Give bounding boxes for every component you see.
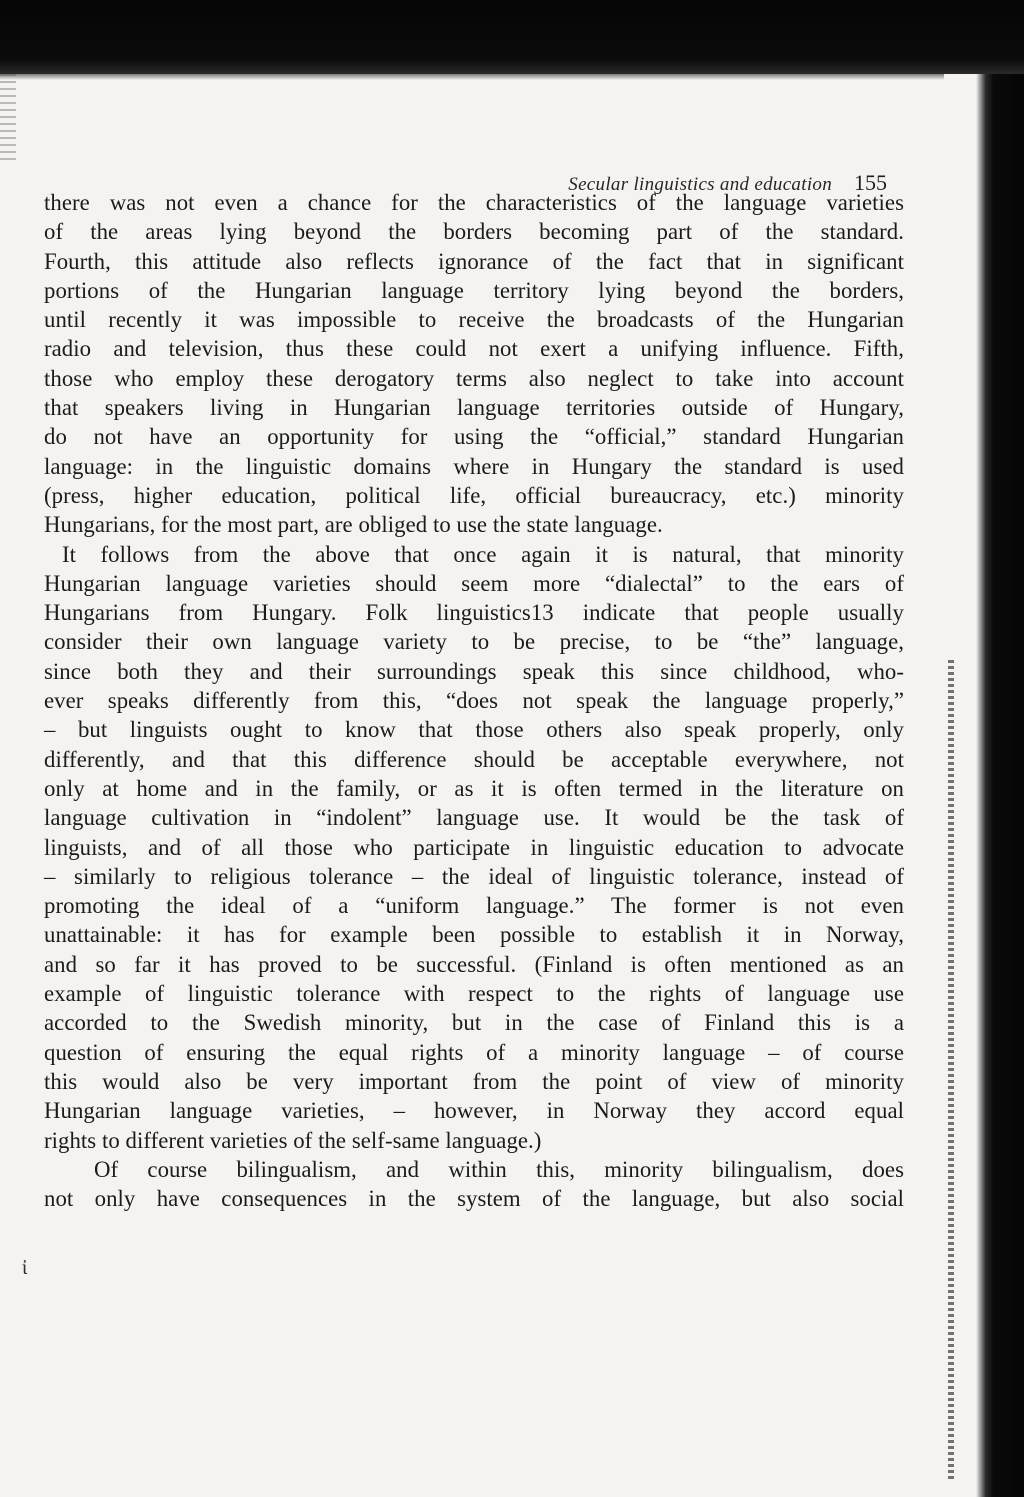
- text-line: It follows from the above that once again it is natural, that minority: [62, 541, 904, 567]
- text-line: language: in the linguistic domains where in Hungary the standard is used: [44, 453, 904, 479]
- text-line: – similarly to religious tolerance – the ideal of linguistic tolerance, instead of: [44, 863, 904, 889]
- text-line: linguists, and of all those who participate in linguistic education to advocate: [44, 834, 904, 860]
- text-line: of the areas lying beyond the borders becoming part of the standard.: [44, 219, 904, 245]
- text-line: Hungarians from Hungary. Folk linguistics13 indicate that people usually: [44, 600, 904, 626]
- text-line: there was not even a chance for the characteristics of the language varieties: [44, 190, 904, 215]
- text-line: those who employ these derogatory terms also neglect to take into account: [44, 365, 904, 391]
- text-line: Hungarian language varieties should seem more “dialectal” to the ears of: [44, 570, 904, 596]
- text-line: – but linguists ought to know that those others also speak properly, only: [44, 717, 904, 743]
- text-line: rights to different varieties of the self-same language.): [44, 1127, 542, 1153]
- text-line: differently, and that this difference should be acceptable everywhere, not: [44, 746, 904, 772]
- text-line: Hungarian language varieties, – however, in Norway they accord equal: [44, 1098, 904, 1124]
- text-line: Hungarians, for the most part, are obliged to use the state language.: [44, 512, 663, 538]
- running-title: Secular linguistics and education: [568, 174, 832, 195]
- text-line: language cultivation in “indolent” language use. It would be the task of: [44, 805, 904, 831]
- text-line: this would also be very important from the point of view of minority: [44, 1068, 904, 1094]
- text-line: Fourth, this attitude also reflects ignorance of the fact that in significant: [44, 248, 904, 274]
- text-line: and so far it has proved to be successful. (Finland is often mentioned as an: [44, 951, 904, 977]
- text-line: example of linguistic tolerance with respect to the rights of language use: [44, 981, 904, 1007]
- text-line: that speakers living in Hungarian language territories outside of Hungary,: [44, 395, 904, 421]
- text-line: not only have consequences in the system of the language, but also social: [44, 1186, 904, 1212]
- text-line: question of ensuring the equal rights of a minority language – of course: [44, 1039, 904, 1065]
- margin-mark: ἰ: [22, 1257, 28, 1279]
- text-line: portions of the Hungarian language territory lying beyond the borders,: [44, 277, 904, 303]
- text-line: do not have an opportunity for using the “official,” standard Hungarian: [44, 424, 904, 450]
- text-line: unattainable: it has for example been possible to establish it in Norway,: [44, 922, 904, 948]
- body-text: [44, 188, 904, 1213]
- scan-corner-speckle: [0, 74, 16, 164]
- scan-binding-noise: [948, 660, 954, 1480]
- scan-top-shadow: [0, 0, 1024, 74]
- text-line: (press, higher education, political life, official bureaucracy, etc.) minority: [44, 482, 904, 508]
- text-line: radio and television, thus these could not exert a unifying influence. Fifth,: [44, 336, 904, 362]
- scan-right-shadow: [944, 74, 1024, 1497]
- text-line: consider their own language variety to be precise, to be “the” language,: [44, 629, 904, 655]
- text-line: since both they and their surroundings speak this since childhood, who-: [44, 658, 904, 684]
- page-number: 155: [854, 170, 887, 195]
- text-line: only at home and in the family, or as it is often termed in the literature on: [44, 775, 904, 801]
- text-line: accorded to the Swedish minority, but in the case of Finland this is a: [44, 1010, 904, 1036]
- text-line: Of course bilingualism, and within this, minority bilingualism, does: [94, 1156, 904, 1182]
- text-line: until recently it was impossible to receive the broadcasts of the Hungarian: [44, 307, 904, 333]
- text-line: promoting the ideal of a “uniform language.” The former is not even: [44, 893, 904, 919]
- text-line: ever speaks differently from this, “does not speak the language properly,”: [44, 688, 904, 714]
